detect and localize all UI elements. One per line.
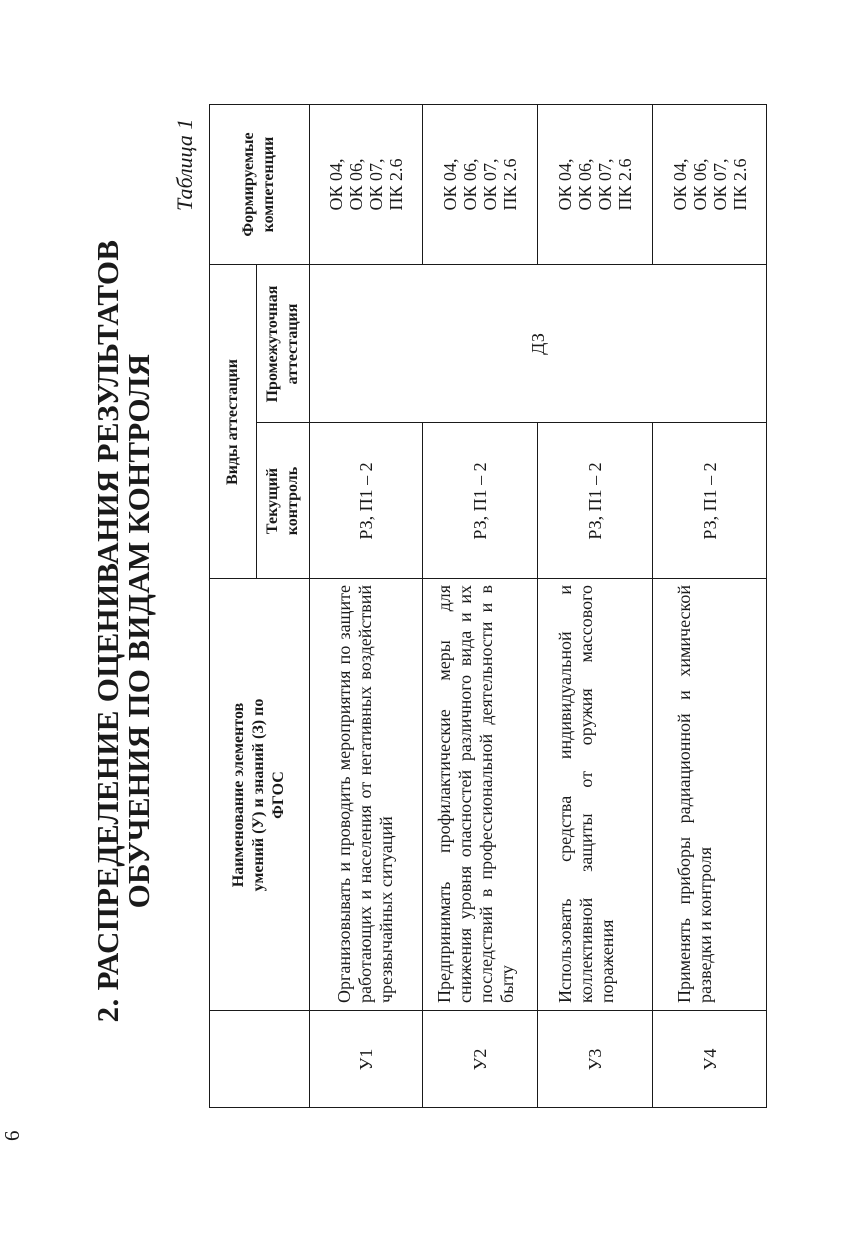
- section-title: 2. РАСПРЕДЕЛЕНИЕ ОЦЕНИВАНИЯ РЕЗУЛЬТАТОВ ОБУЧЕНИЯ ПО ВИДАМ КОНТРОЛЯ: [90, 239, 156, 1023]
- row-description: Предпринимать профилактические меры для снижения уровня опасностей различного вида и их последствий в профессиональной деятельности и в быту: [434, 585, 517, 1003]
- row-current: РЗ, П1 – 2: [469, 462, 490, 540]
- competency: ПК 2.6: [500, 158, 520, 211]
- page-number: 6: [0, 1130, 24, 1141]
- competency: ОК 06,: [575, 158, 595, 211]
- competency: ОК 06,: [346, 158, 366, 211]
- header-name: Наименование элементов умений (У) и знаний (З) по ФГОС: [230, 698, 287, 892]
- row-current: РЗ, П1 – 2: [699, 462, 720, 540]
- competency: ПК 2.6: [386, 158, 406, 211]
- competency: ОК 07,: [710, 158, 730, 211]
- row-code: У2: [469, 1048, 490, 1071]
- competency: ОК 06,: [690, 158, 710, 211]
- competency: ПК 2.6: [730, 158, 750, 211]
- row-code: У1: [355, 1048, 376, 1071]
- table-caption: Таблица 1: [172, 118, 197, 211]
- row-competencies: [538, 104, 652, 265]
- row-competencies: [423, 104, 537, 265]
- competency: ОК 04,: [670, 158, 690, 211]
- header-current: Текущий контроль: [264, 466, 301, 536]
- row-current: РЗ, П1 – 2: [355, 462, 376, 540]
- competency: ОК 04,: [326, 158, 346, 211]
- row-competencies: [310, 104, 422, 265]
- row-competencies: [653, 104, 767, 265]
- competency: ОК 06,: [460, 158, 480, 211]
- competency: ОК 07,: [480, 158, 500, 211]
- header-intermediate: Промежуточная аттестация: [264, 285, 301, 403]
- row-current: РЗ, П1 – 2: [584, 462, 605, 540]
- competency: ОК 07,: [366, 158, 386, 211]
- competency: ОК 07,: [595, 158, 615, 211]
- competency: ОК 04,: [440, 158, 460, 211]
- header-competencies: Формируемые компетенции: [240, 132, 277, 237]
- row-code: У4: [699, 1048, 720, 1071]
- intermediate-attestation-value: ДЗ: [528, 333, 548, 355]
- header-attestation: Виды аттестации: [224, 359, 241, 485]
- row-description: Применять приборы радиационной и химической разведки и контроля: [674, 585, 715, 1003]
- competency: ПК 2.6: [615, 158, 635, 211]
- row-code: У3: [584, 1048, 605, 1071]
- row-description: Организовывать и проводить мероприятия по защите работающих и населения от негативных воздействий чрезвычайных ситуаций: [334, 585, 396, 1003]
- row-description: Использовать средства индивидуальной и коллективной защиты от оружия массового поражения: [555, 585, 617, 1003]
- competency: ОК 04,: [555, 158, 575, 211]
